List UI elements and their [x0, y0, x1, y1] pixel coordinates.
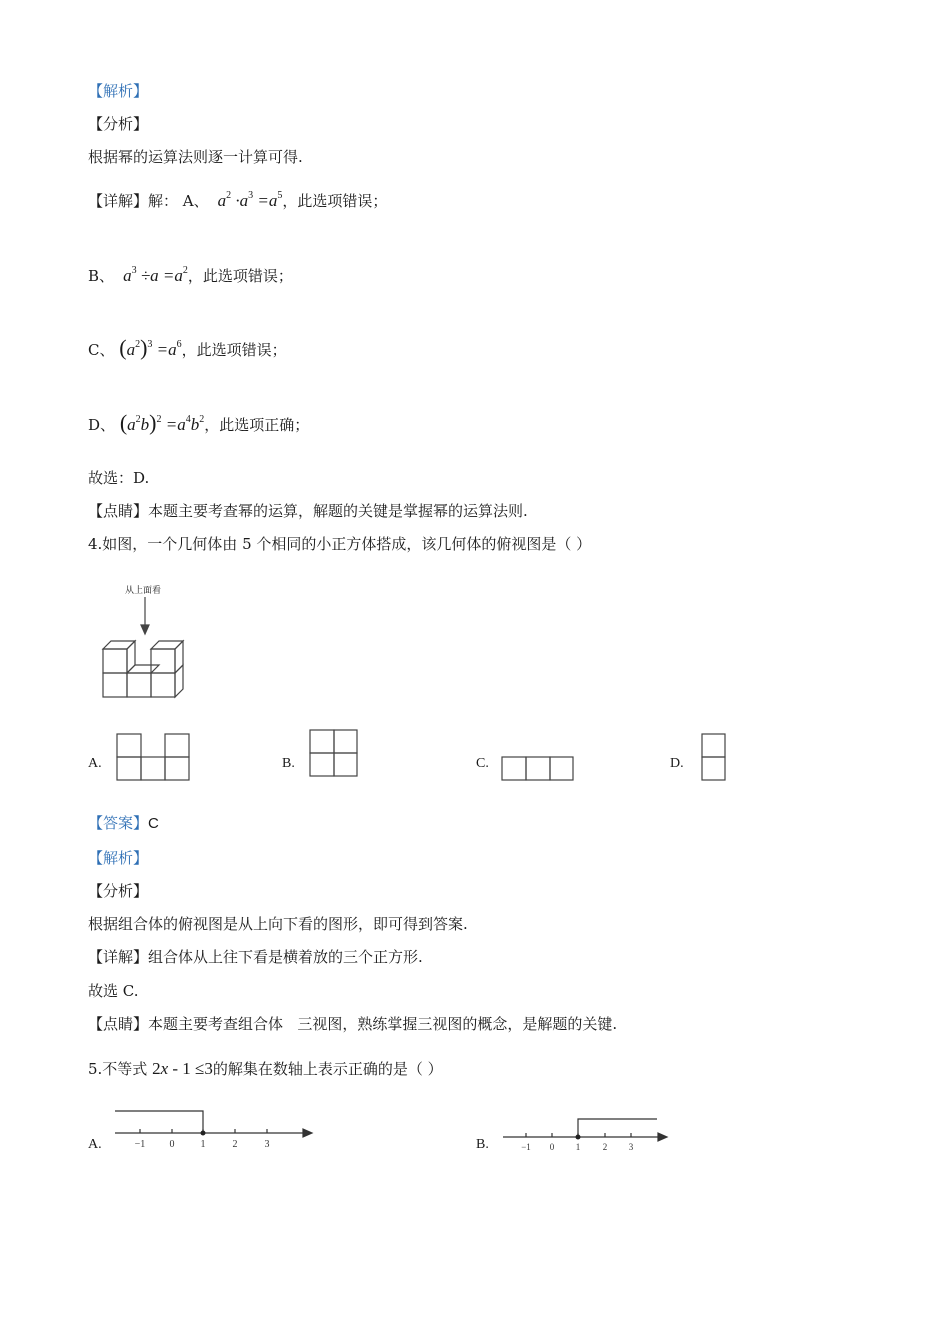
answer-line — [88, 812, 159, 833]
formula-b: $a^3 \div a =a^2$ — [118, 265, 188, 285]
q5-stem-suffix: 的解集在数轴上表示正确的是（ ） — [212, 1060, 443, 1078]
q4-option-a-figure — [116, 733, 190, 781]
cube-figure — [95, 595, 195, 705]
answer-tag: 【答案】 — [88, 814, 149, 832]
fenxi-text: 根据幂的运算法则逐一计算可得. — [88, 148, 303, 166]
dianjing-tag-4: 【点睛】 — [88, 1015, 149, 1033]
option-b-note: ，此选项错误； — [187, 267, 293, 285]
xiangjie-tag-4: 【详解】 — [88, 948, 149, 966]
formula-d: $(a^2b)^2 =a^4b^2$ — [119, 410, 205, 435]
dianjing-text: 本题主要考查幂的运算，解题的关键是掌握幂的运算法则. — [148, 502, 528, 520]
xiangjie-lead: 解： A、 — [148, 192, 209, 210]
option-b-label: B、 — [88, 267, 115, 285]
jiexi-tag: 【解析】 — [88, 82, 149, 100]
tick-b-1: 0 — [549, 1142, 555, 1152]
q5-option-a: A. — [88, 1137, 102, 1152]
dianjing-text-4: 本题主要考查组合体 三视图，熟练掌握三视图的概念，是解题的关键. — [148, 1015, 618, 1033]
formula-c: $(a^2)^3 =a^6$ — [119, 335, 182, 360]
guxuan-3: 故选：D. — [88, 469, 150, 487]
xiangjie-text-4: 组合体从上往下看是横着放的三个正方形. — [148, 948, 423, 966]
tick-a-4: 3 — [264, 1139, 270, 1150]
q4-option-b-figure — [309, 729, 359, 779]
q5-stem — [88, 1058, 443, 1079]
q5-number-line-a — [110, 1105, 315, 1150]
tick-a-3: 2 — [232, 1139, 238, 1150]
option-c-label: C、 — [88, 341, 115, 359]
figure-caption: 从上面看 — [125, 586, 162, 596]
tick-b-4: 3 — [628, 1142, 634, 1152]
q4-option-d: D. — [670, 756, 684, 771]
fenxi-tag: 【分析】 — [88, 115, 149, 133]
q4-option-a: A. — [88, 756, 102, 771]
option-d-note: ，此选项正确； — [204, 416, 310, 434]
option-c-note: ，此选项错误； — [181, 341, 287, 359]
q5-number-line-b — [500, 1112, 675, 1154]
tick-b-2: 1 — [575, 1142, 581, 1152]
fenxi-tag-4: 【分析】 — [88, 882, 149, 900]
q4-option-b: B. — [282, 756, 295, 771]
formula-a: $a^2 \cdot a^3 =a^5$ — [213, 190, 283, 210]
tick-b-0: −1 — [521, 1142, 531, 1152]
xiangjie-line-4 — [88, 946, 423, 967]
answer-value: C — [148, 815, 159, 832]
line-b — [88, 265, 293, 286]
q5-option-b: B. — [476, 1137, 489, 1152]
xiangjie-line-a — [88, 190, 387, 211]
tick-a-0: −1 — [134, 1139, 146, 1150]
guxuan-4: 故选 C. — [88, 982, 139, 1000]
q4-option-c-figure — [501, 756, 575, 782]
jiexi-tag-4: 【解析】 — [88, 849, 149, 867]
option-d-label: D、 — [88, 416, 116, 434]
dianjing-tag: 【点睛】 — [88, 502, 149, 520]
line-d — [88, 410, 309, 436]
tick-a-1: 0 — [169, 1139, 175, 1150]
q4-stem: 4.如图，一个几何体由 5 个相同的小正方体搭成，该几何体的俯视图是（ ） — [88, 535, 592, 553]
tick-b-3: 2 — [602, 1142, 608, 1152]
option-a-note: ，此选项错误； — [282, 192, 388, 210]
fenxi-text-4: 根据组合体的俯视图是从上向下看的图形，即可得到答案. — [88, 915, 468, 933]
q5-inequality: 2x - 1 ≤3 — [152, 1059, 213, 1078]
dianjing-line-4 — [88, 1013, 617, 1034]
xiangjie-tag: 【详解】 — [88, 192, 149, 210]
q4-option-c: C. — [476, 756, 489, 771]
tick-a-2: 1 — [200, 1139, 206, 1150]
dianjing-line-3 — [88, 500, 528, 521]
q4-option-d-figure — [701, 733, 727, 783]
line-c — [88, 335, 287, 361]
q5-stem-prefix: 5.不等式 — [88, 1060, 148, 1078]
